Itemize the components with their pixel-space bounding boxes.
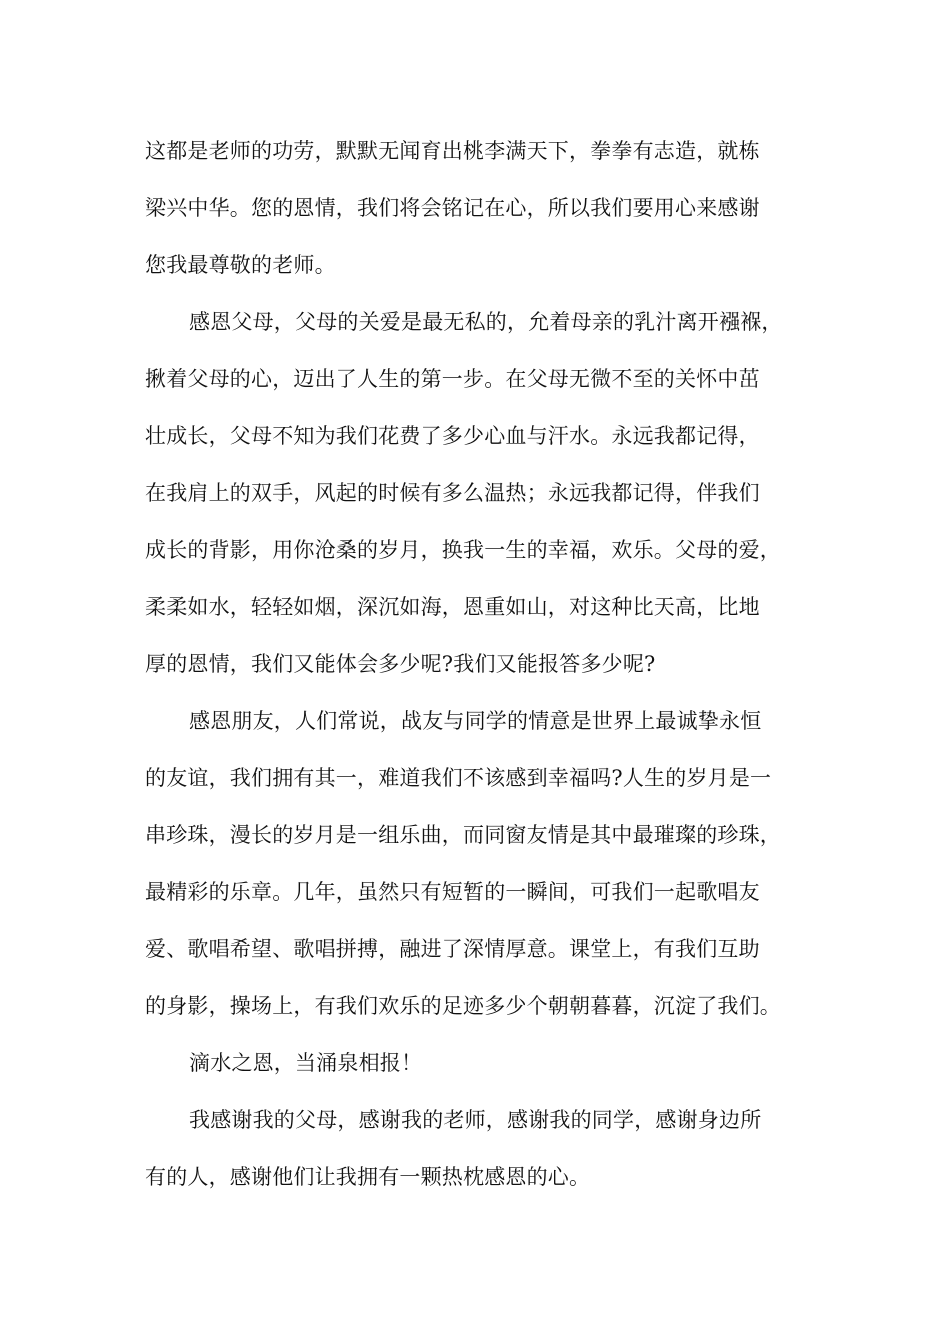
text-line-11: 感恩朋友，人们常说，战友与同学的情意是世界上最诚挚永恒 xyxy=(189,709,762,733)
body-text xyxy=(145,123,825,1206)
text-line-6: 壮成长，父母不知为我们花费了多少心血与汗水。永远我都记得， xyxy=(145,424,760,448)
text-line-9: 柔柔如水，轻轻如烟，深沉如海，恩重如山，对这种比天高，比地 xyxy=(145,595,760,619)
text-line-2: 梁兴中华。您的恩情，我们将会铭记在心，所以我们要用心来感谢 xyxy=(145,196,760,220)
text-line-10: 厚的恩情，我们又能体会多少呢?我们又能报答多少呢? xyxy=(145,652,656,676)
text-line-8: 成长的背影，用你沧桑的岁月，换我一生的幸福，欢乐。父母的爱， xyxy=(145,538,781,562)
text-line-5: 揪着父母的心，迈出了人生的第一步。在父母无微不至的关怀中茁 xyxy=(145,367,760,391)
text-line-1: 这都是老师的功劳，默默无闻育出桃李满天下，拳拳有志造，就栋 xyxy=(145,139,760,163)
text-line-12: 的友谊，我们拥有其一，难道我们不该感到幸福吗?人生的岁月是一 xyxy=(145,766,772,790)
text-line-3: 您我最尊敬的老师。 xyxy=(145,253,336,277)
text-line-16: 的身影，操场上，有我们欢乐的足迹多少个朝朝暮暮，沉淀了我们。 xyxy=(145,994,781,1018)
text-line-13: 串珍珠，漫长的岁月是一组乐曲，而同窗友情是其中最璀璨的珍珠， xyxy=(145,823,781,847)
text-line-15: 爱、歌唱希望、歌唱拼搏，融进了深情厚意。课堂上，有我们互助 xyxy=(145,937,760,961)
text-line-18: 我感谢我的父母，感谢我的老师，感谢我的同学，感谢身边所 xyxy=(189,1108,762,1132)
text-line-14: 最精彩的乐章。几年，虽然只有短暂的一瞬间，可我们一起歌唱友 xyxy=(145,880,760,904)
text-line-19: 有的人，感谢他们让我拥有一颗热枕感恩的心。 xyxy=(145,1165,591,1189)
text-line-4: 感恩父母，父母的关爱是最无私的，允着母亲的乳汁离开襁褓， xyxy=(189,310,783,334)
text-line-7: 在我肩上的双手，风起的时候有多么温热；永远我都记得，伴我们 xyxy=(145,481,760,505)
text-line-17: 滴水之恩，当涌泉相报！ xyxy=(189,1051,423,1075)
